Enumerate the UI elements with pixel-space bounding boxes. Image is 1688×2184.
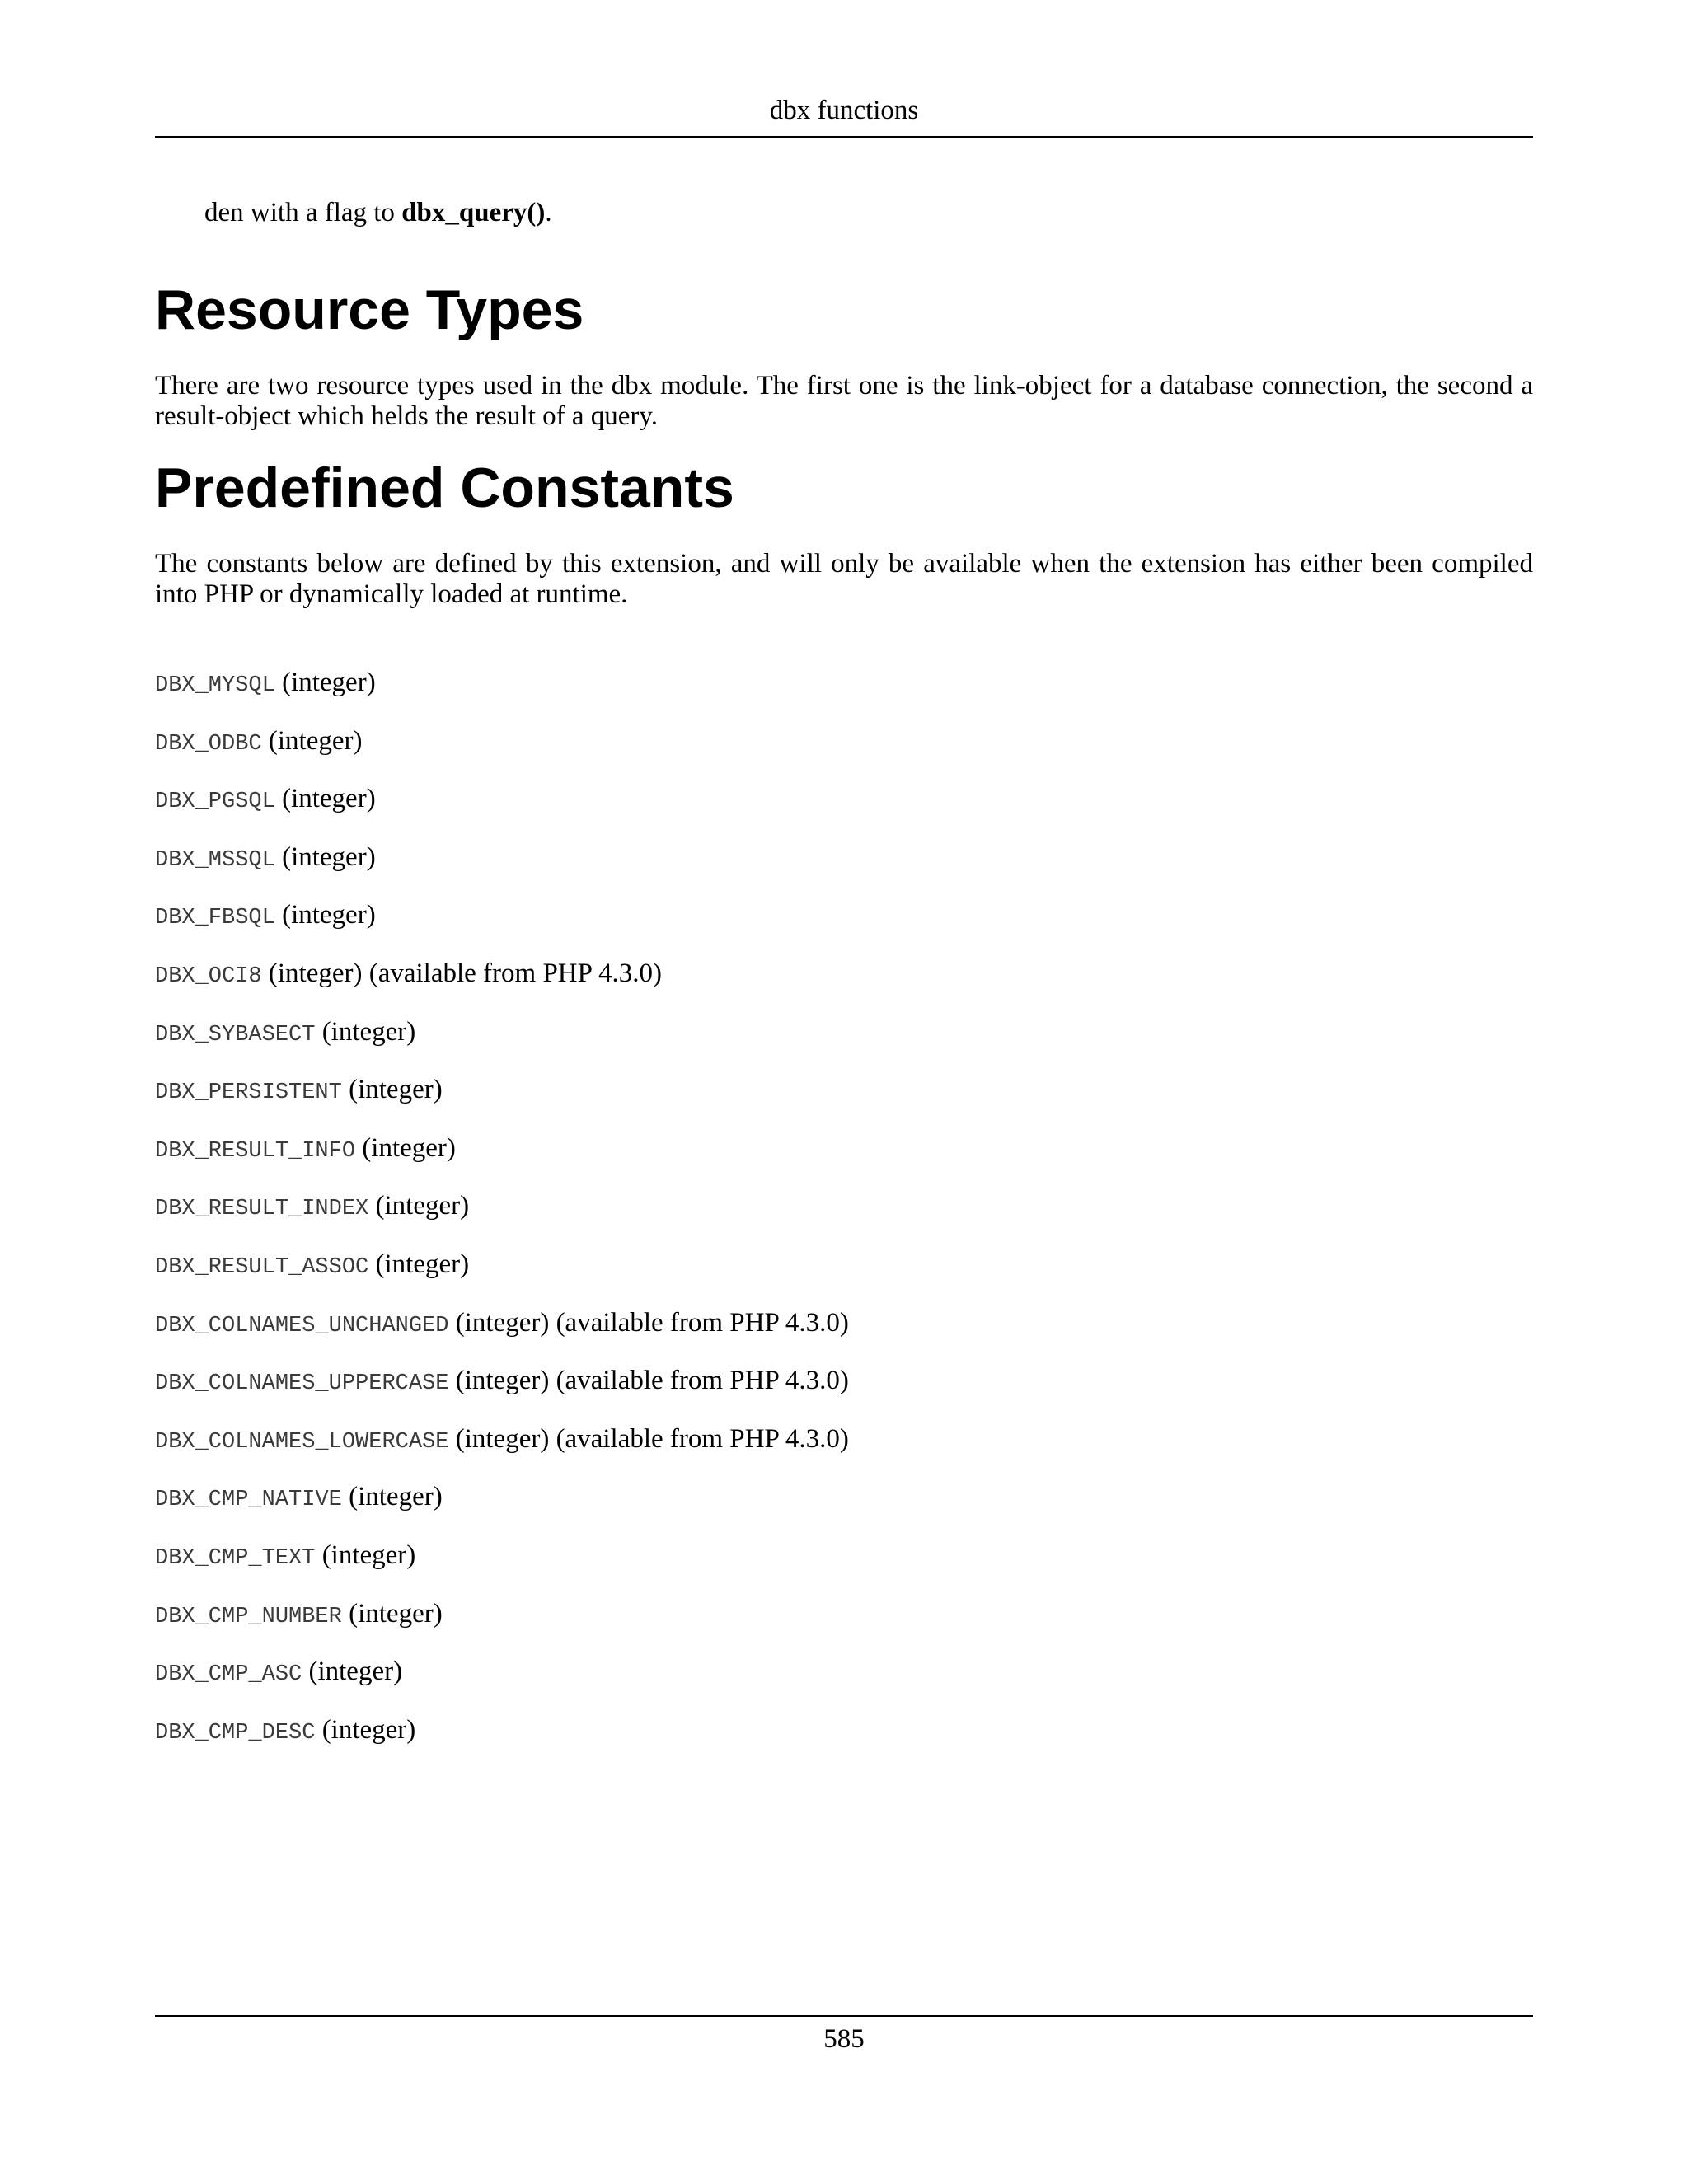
constant-name: DBX_RESULT_INFO [155, 1138, 356, 1164]
footer-divider [155, 2015, 1533, 2017]
constant-name: DBX_FBSQL [155, 906, 275, 931]
constant-description: (integer) [368, 1249, 470, 1279]
continuation-text-before: den with a flag to [204, 198, 402, 227]
constant-item [155, 897, 849, 955]
constant-description: (integer) [341, 1075, 443, 1105]
constant-name: DBX_MYSQL [155, 673, 275, 698]
constant-name: DBX_PERSISTENT [155, 1080, 342, 1106]
constant-item [155, 1362, 849, 1421]
constant-description: (integer) (available from PHP 4.3.0) [448, 1366, 849, 1396]
constant-description: (integer) [274, 668, 376, 697]
constant-description: (integer) [302, 1657, 403, 1687]
page-header-title: dbx functions [769, 96, 919, 125]
constant-item [155, 955, 849, 1014]
constant-item [155, 839, 849, 898]
constant-item [155, 1188, 849, 1246]
constant-name: DBX_CMP_DESC [155, 1720, 316, 1746]
predefined-constants-paragraph: The constants below are defined by this extension, and will only be available when the extension has either been compiled into PHP or dynamically loaded at runtime. [155, 549, 1533, 609]
constant-item [155, 1071, 849, 1130]
constant-item [155, 1537, 849, 1596]
constant-description: (integer) [355, 1132, 456, 1163]
constant-name: DBX_ODBC [155, 731, 262, 757]
constant-description: (integer) [261, 725, 363, 756]
constant-description: (integer) [368, 1191, 470, 1221]
constant-item [155, 723, 849, 781]
constant-description: (integer) [315, 1016, 416, 1047]
constant-name: DBX_CMP_TEXT [155, 1545, 316, 1571]
constant-item [155, 1712, 849, 1770]
constant-description: (integer) (available from PHP 4.3.0) [448, 1423, 849, 1454]
constant-item [155, 1421, 849, 1479]
constant-name: DBX_RESULT_ASSOC [155, 1254, 369, 1280]
constant-item [155, 1596, 849, 1654]
constant-item [155, 1479, 849, 1537]
resource-types-paragraph: There are two resource types used in the dbx module. The first one is the link-object for a database connection, the second a result-object which helds the result of a query. [155, 371, 1533, 431]
constant-item [155, 1653, 849, 1712]
constant-name: DBX_OCI8 [155, 963, 262, 989]
constant-name: DBX_RESULT_INDEX [155, 1197, 369, 1222]
constant-description: (integer) [341, 1482, 443, 1512]
constant-item [155, 1130, 849, 1188]
constant-description: (integer) [274, 900, 376, 930]
constant-description: (integer) [315, 1540, 416, 1570]
header-divider [155, 136, 1533, 138]
constant-name: DBX_SYBASECT [155, 1022, 316, 1047]
continuation-text-after: . [545, 198, 552, 227]
constant-name: DBX_COLNAMES_UNCHANGED [155, 1313, 449, 1338]
constant-name: DBX_MSSQL [155, 847, 275, 873]
constant-description: (integer) [341, 1598, 443, 1629]
predefined-constants-heading: Predefined Constants [155, 457, 734, 519]
constant-name: DBX_CMP_NUMBER [155, 1604, 342, 1629]
constant-name: DBX_COLNAMES_UPPERCASE [155, 1371, 449, 1397]
continuation-text [204, 194, 552, 231]
function-name-dbx-query: dbx_query() [401, 198, 546, 227]
constant-name: DBX_CMP_NATIVE [155, 1488, 342, 1513]
constant-name: DBX_CMP_ASC [155, 1662, 302, 1688]
constant-item [155, 664, 849, 723]
constant-description: (integer) [315, 1714, 416, 1745]
constant-description: (integer) (available from PHP 4.3.0) [448, 1307, 849, 1338]
constant-description: (integer) (available from PHP 4.3.0) [261, 958, 663, 988]
constant-item [155, 1014, 849, 1072]
page-number: 585 [823, 2024, 865, 2054]
constant-description: (integer) [274, 841, 376, 872]
resource-types-heading: Resource Types [155, 279, 584, 341]
constant-description: (integer) [274, 784, 376, 814]
constant-item [155, 780, 849, 839]
constant-item [155, 1305, 849, 1363]
constant-name: DBX_PGSQL [155, 790, 275, 815]
constants-list [155, 664, 849, 1769]
constant-item [155, 1246, 849, 1305]
constant-name: DBX_COLNAMES_LOWERCASE [155, 1429, 449, 1455]
